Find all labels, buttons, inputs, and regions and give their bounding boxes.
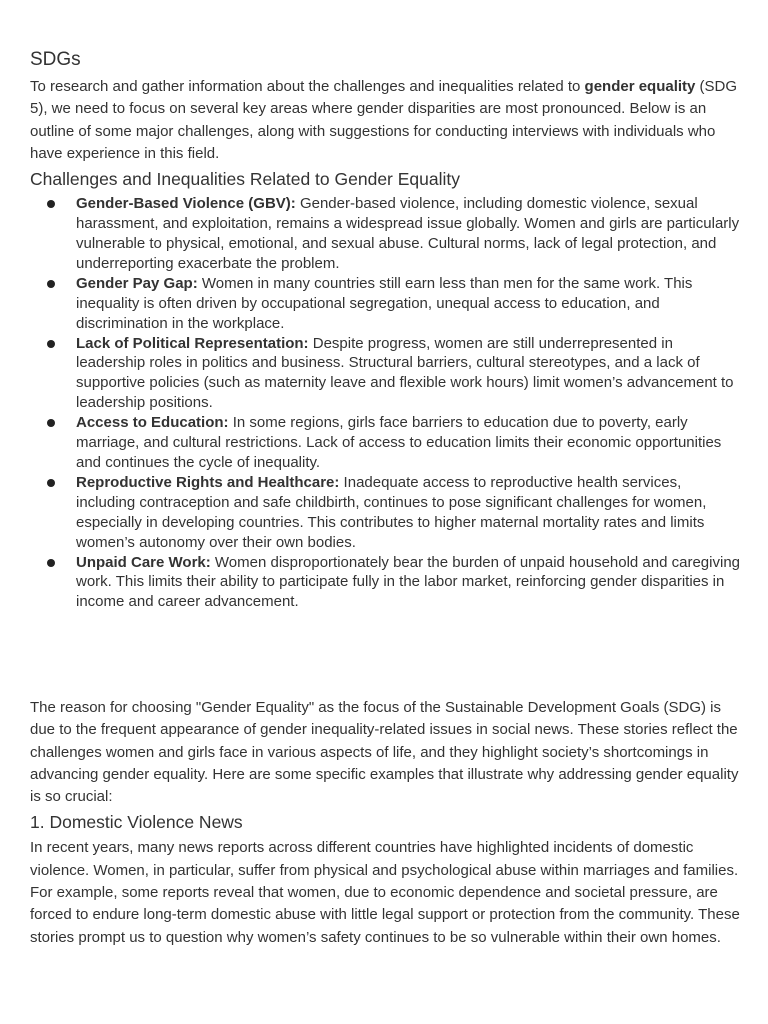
list-item [30, 194, 742, 274]
list-item-text: In some regions, girls face barriers to education due to poverty, early marriage, and cultural restrictions. Lack of access to education limits their economic opportunities and continues the cycle of inequality. [76, 414, 722, 471]
bullet-icon [47, 280, 55, 288]
list-item-label: Gender-Based Violence (GBV): [76, 195, 296, 213]
document-title: SDGs [30, 49, 81, 70]
list-item-label: Gender Pay Gap: [76, 274, 198, 292]
list-item [30, 413, 742, 473]
challenges-list [30, 194, 742, 612]
list-item-label: Reproductive Rights and Healthcare: [76, 473, 340, 491]
document-body [30, 48, 742, 612]
list-item [30, 473, 742, 553]
reason-paragraph: The reason for choosing "Gender Equality" as the focus of the Sustainable Development Goals (SDG) is due to the frequent appearance of gender inequality-related issues in social news. These stories reflect the challenges women and girls face in various aspects of life, and they highlight society’s shortcomings in advancing gender equality. Here are some specific examples that illustrate why addressing gender equality is so crucial: [30, 699, 739, 806]
bullet-icon [47, 340, 55, 348]
list-item-text: Gender-based violence, including domestic violence, sexual harassment, and exploitation, remains a widespread issue globally. Women and girls are particularly vulnerable to physical, emotional, and sexual abuse. Cultural norms, lack of legal protection, and underreporting exacerbate the problem. [76, 195, 740, 272]
intro-text-after: (SDG 5), we need to focus on several key areas where gender disparities are most pronounced. Below is an outline of some major challenges, along with suggestions for conducting interviews with individuals who have experience in this field. [30, 78, 738, 162]
bullet-icon [47, 479, 55, 487]
list-item-text: Women disproportionately bear the burden of unpaid household and caregiving work. This limits their ability to participate fully in the labor market, reinforcing gender disparities in income and career advancement. [76, 553, 740, 611]
bullet-icon [47, 200, 55, 208]
list-item [30, 553, 742, 613]
domestic-violence-paragraph: In recent years, many news reports across different countries have highlighted incidents of domestic violence. Women, in particular, suffer from physical and psychological abuse within marriages and families. For example, some reports reveal that women, due to economic dependence and societal pressure, are forced to endure long-term domestic abuse with little legal support or protection from the community. These stories prompt us to question why women’s safety continues to be so vulnerable within their own homes. [30, 839, 740, 946]
intro-bold-term: gender equality [584, 78, 696, 95]
list-item-text: Women in many countries still earn less than men for the same work. This inequality is often driven by occupational segregation, unequal access to education, and discrimination in the workplace. [76, 274, 693, 332]
list-item-text: Despite progress, women are still underrepresented in leadership roles in politics and business. Structural barriers, cultural stereotypes, and a lack of supportive policies (such as maternity leave and flexible work hours) limit women’s advancement to leadership positions. [76, 334, 734, 412]
reason-section [30, 697, 742, 949]
list-item-label: Lack of Political Representation: [76, 334, 309, 352]
intro-text-before: To research and gather information about the challenges and inequalities related to [30, 78, 585, 95]
list-item [30, 274, 742, 334]
domestic-violence-heading: 1. Domestic Violence News [30, 812, 243, 833]
list-item-label: Unpaid Care Work: [76, 553, 211, 571]
list-item-label: Access to Education: [76, 414, 229, 432]
intro-paragraph [30, 76, 742, 165]
bullet-icon [47, 419, 55, 427]
challenges-heading: Challenges and Inequalities Related to Gender Equality [30, 169, 461, 190]
list-item-text: Inadequate access to reproductive health services, including contraception and safe childbirth, continues to pose significant challenges for women, especially in developing countries. This contributes to higher maternal mortality rates and limits women’s autonomy over their own bodies. [76, 473, 707, 551]
bullet-icon [47, 559, 55, 567]
list-item [30, 334, 742, 414]
